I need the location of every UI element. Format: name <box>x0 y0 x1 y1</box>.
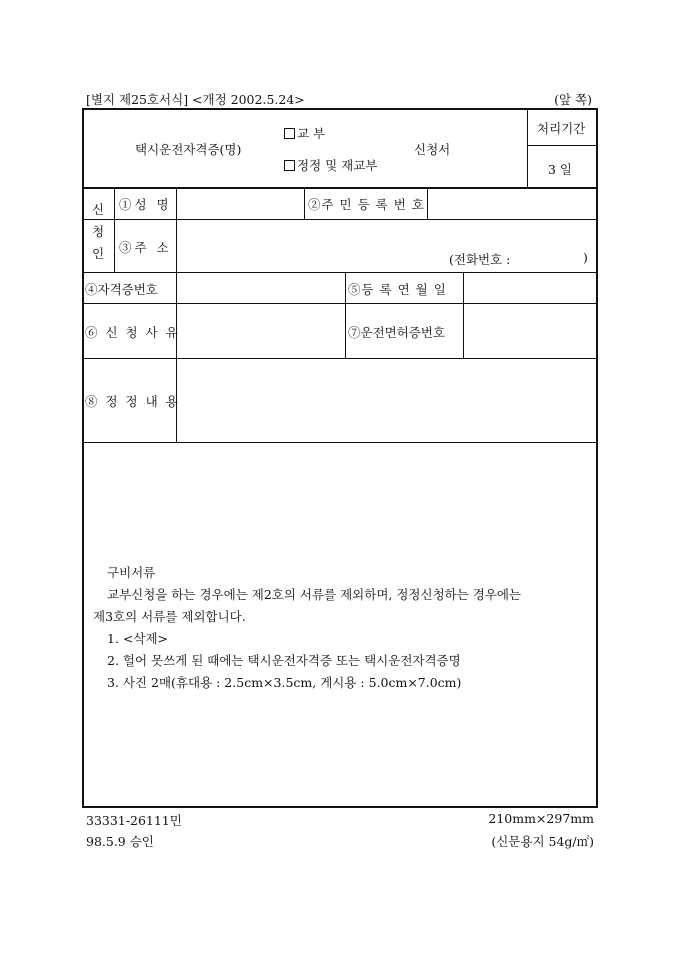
form-reference: [별지 제25호서식] <개정 2002.5.24> <box>86 92 305 107</box>
correction-label: ⑧ 정 정 내 용 <box>85 394 180 409</box>
cert-number-label: ④자격증번호 <box>85 282 158 297</box>
documents-title: 구비서류 <box>107 565 156 580</box>
option-issue[interactable]: 교 부 <box>284 124 325 142</box>
documents-intro-line2: 제3호의 서류를 제외합니다. <box>93 609 246 624</box>
correction-field[interactable] <box>180 360 595 440</box>
registration-date-field[interactable] <box>466 274 595 301</box>
reason-label: ⑥ 신 청 사 유 <box>85 325 180 340</box>
paper-size: 210mm×297mm <box>488 811 594 826</box>
license-number-field[interactable] <box>466 305 595 356</box>
processing-period-value: 3 일 <box>548 162 573 177</box>
option-correction-reissue[interactable]: 정정 및 재교부 <box>284 156 377 174</box>
license-number-label: ⑦운전면허증번호 <box>348 325 446 340</box>
checkbox-correction-reissue[interactable] <box>284 160 295 171</box>
documents-item-1: 1. <삭제> <box>107 631 168 646</box>
form-code: 33331-26111민 <box>86 813 182 828</box>
phone-close: ) <box>583 250 588 265</box>
phone-label: (전화번호 : <box>449 252 511 267</box>
page-side-label: (앞 쪽) <box>554 92 592 107</box>
form-title-suffix: 신청서 <box>414 142 451 157</box>
documents-intro-line1: 교부신청을 하는 경우에는 제2호의 서류를 제외하며, 정정신청하는 경우에는 <box>107 587 522 602</box>
applicant-label-3: 인 <box>92 246 105 261</box>
approval-date: 98.5.9 승인 <box>86 834 154 849</box>
processing-period-label: 처리기간 <box>537 121 586 136</box>
form-title: 택시운전자격증(명) <box>135 142 242 157</box>
registration-date-label: ⑤등 록 연 월 일 <box>348 282 447 297</box>
resident-number-field[interactable] <box>430 189 595 217</box>
paper-type: (신문용지 54g/㎡) <box>491 834 594 849</box>
address-field[interactable] <box>180 221 595 270</box>
cert-number-field[interactable] <box>180 274 343 301</box>
resident-number-label: ②주 민 등 록 번 호 <box>308 197 425 212</box>
documents-item-2: 2. 헐어 못쓰게 된 때에는 택시운전자격증 또는 택시운전자격증명 <box>107 653 461 668</box>
name-label: ①성 명 <box>119 197 172 212</box>
documents-item-3: 3. 사진 2매(휴대용 : 2.5cm×3.5cm, 게시용 : 5.0cm×7.0cm) <box>107 675 462 690</box>
applicant-label-1: 신 <box>92 202 105 217</box>
name-field[interactable] <box>180 189 302 217</box>
applicant-label-2: 청 <box>92 224 105 239</box>
address-label: ③주 소 <box>119 240 172 255</box>
reason-field[interactable] <box>180 305 343 356</box>
checkbox-issue[interactable] <box>284 128 295 139</box>
